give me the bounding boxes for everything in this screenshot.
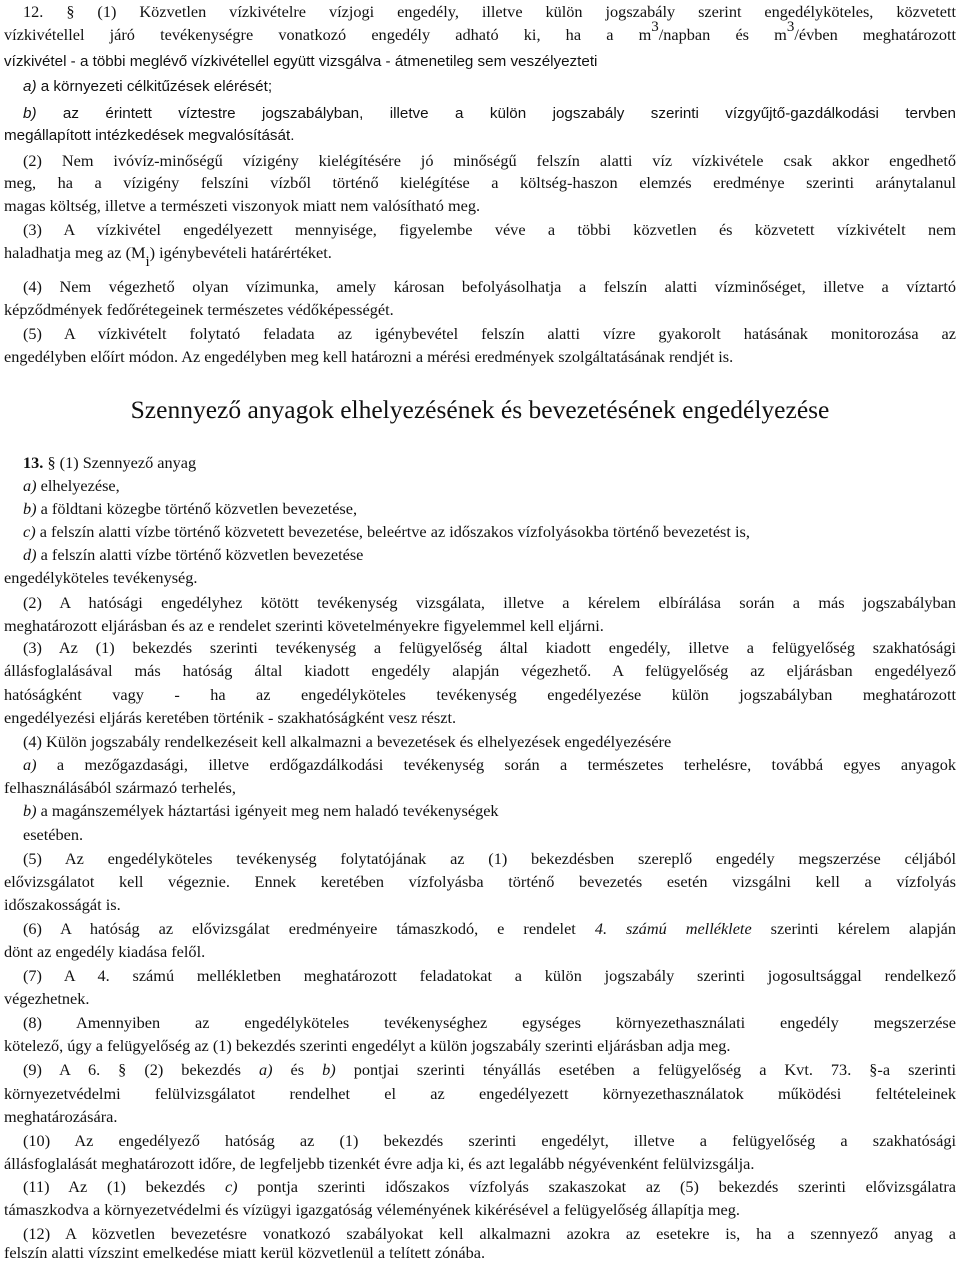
- s13-p4-end: [4, 824, 956, 846]
- paragraph-text: megállapított intézkedések megvalósítását.: [4, 127, 295, 144]
- item-label: a): [23, 476, 37, 495]
- paragraph-text: (3) A vízkivétel engedélyezett mennyisége, figyelembe véve a többi közvetlen és közvetett vízkivételt nem: [23, 220, 956, 239]
- s13-item-d: [4, 544, 956, 566]
- item-label: b): [23, 801, 37, 820]
- s13-p5-line-2: [4, 871, 956, 893]
- subscript: i: [145, 254, 150, 270]
- paragraph-text: felhasználásából származó terhelés,: [4, 778, 236, 797]
- paragraph-text: meghatározott eljárásban és az e rendelet szerinti követelményekre figyelemmel kell eljárni.: [4, 616, 604, 635]
- paragraph-text: támaszkodva a környezetvédelmi és vízügyi igazgatóság véleményének kikérésével a felügyelőség állapítja meg.: [4, 1200, 740, 1219]
- s13-p9-line-3: [4, 1106, 956, 1128]
- s13-p7-line-1: [4, 965, 956, 987]
- s13-p5-line-1: [4, 848, 956, 870]
- paragraph-text: (8) Amennyiben az engedélyköteles tevékenységhez egységes környezethasználati engedély megszerzése: [23, 1013, 956, 1032]
- item-label: c): [23, 522, 36, 541]
- paragraph-text: kötelező, úgy a felügyelőség az (1) bekezdés szerinti engedélyt a külön jogszabály szerinti eljárásban adja meg.: [4, 1036, 731, 1055]
- paragraph-text: (12) A közvetlen bevezetésre vonatkozó szabályokat kell alkalmazni azokra az esetekre is, ha a szennyező anyag a: [23, 1224, 956, 1243]
- s13-item-a: [4, 475, 956, 497]
- item-label: a): [23, 78, 37, 95]
- section-heading: Szennyező anyagok elhelyezésének és bevezetésének engedélyezése: [130, 395, 830, 424]
- paragraph-text: meg, ha a vízigény felszíni vízből történő kielégítése a költség-haszon elemzés eredménye szerinti aránytalanul: [4, 173, 956, 192]
- s13-p4-item-a-cont: [4, 777, 956, 799]
- paragraph-text: engedélyköteles tevékenység.: [4, 568, 198, 587]
- paragraph-text: állásfoglalását meghatározott időre, de legfeljebb tizenkét évre adja ki, és azt legalább négyévenként felülvizsgálja.: [4, 1154, 755, 1173]
- section-number: 12.: [23, 2, 44, 21]
- section-sign: §: [47, 453, 56, 472]
- paragraph-text: felszín alatti vízszint emelkedése miatt kerül közvetlenül a telített zónába.: [4, 1243, 486, 1262]
- paragraph-text: (3) Az (1) bekezdés szerinti tevékenység a felügyelőség által kiadott engedély, illetve a felügyelőség szakhatósági: [23, 638, 956, 657]
- paragraph-text: (6) A hatóság az elővizsgálat eredményeire támaszkodó, e rendelet: [23, 919, 595, 938]
- paragraph-text: a földtani közegbe történő közvetlen bevezetése,: [36, 499, 358, 518]
- s13-p6-line-1: [4, 918, 956, 940]
- s13-p11-line-2: [4, 1199, 956, 1221]
- s13-p4-item-a: [4, 754, 956, 776]
- paragraph-text: (5) A vízkivételt folytató feladata az igénybevétel felszín alatti vízre gyakorolt hatásának monitorozása az: [23, 324, 956, 343]
- s13-p1-end: [4, 567, 956, 589]
- paragraph-text: magas költség, illetve a természeti viszonyok miatt nem valósítható meg.: [4, 196, 481, 215]
- s13-line-1: [4, 452, 956, 474]
- s13-p6-line-2: [4, 941, 956, 963]
- s12-p5-line-1: [4, 323, 956, 345]
- s12-line-2: [4, 19, 957, 46]
- s13-p12-line-2: [4, 1242, 956, 1264]
- paragraph-text: pontja szerinti időszakos vízfolyás szakaszokat az (5) bekezdés szerinti elővizsgálatra: [237, 1177, 956, 1196]
- s12-line-6: [4, 125, 956, 147]
- paragraph-text: (2) Nem ivóvíz-minőségű vízigény kielégítésére jó minőségű felszín alatti víz vízkivétele csak akkor engedhető: [23, 151, 956, 170]
- annex-reference: 4. számú melléklete: [594, 919, 752, 938]
- paragraph-text: a környezeti célkitűzések elérését;: [36, 78, 273, 95]
- paragraph-text: szerinti kérelem alapján: [751, 919, 956, 938]
- s12-p5-line-2: [4, 346, 956, 368]
- s12-p3-line-1: [4, 219, 956, 241]
- s13-p5-line-3: [4, 894, 956, 916]
- item-label: a): [23, 755, 37, 774]
- section-sign: §: [66, 2, 75, 21]
- paragraph-text: haladhatja meg az (M: [4, 243, 146, 262]
- s13-item-b: [4, 498, 956, 520]
- paragraph-text: végezhetnek.: [4, 989, 90, 1008]
- s13-p10-line-1: [4, 1130, 956, 1152]
- paragraph-text: pontjai szerinti tényállás esetében a felügyelőség a Kvt. 73. §-a szerinti: [335, 1060, 956, 1079]
- paragraph-text: /napban és m: [658, 25, 787, 44]
- s13-p4-line-1: [4, 731, 956, 753]
- s13-item-c: [4, 521, 956, 543]
- paragraph-text: a magánszemélyek háztartási igényeit meg nem haladó tevékenységek: [36, 801, 499, 820]
- paragraph-text: állásfoglalásával más hatóság által kiadott engedély alapján végezhető. A felügyelőség az eljárásban engedélyező: [4, 661, 956, 680]
- s12-p4-line-2: [4, 299, 956, 321]
- s12-line-4: [4, 76, 956, 98]
- paragraph-text: környezetvédelmi felülvizsgálatot rendelhet el az engedélyezett környezethasználatok működési feltételeinek: [4, 1084, 956, 1103]
- paragraph-text: esetében.: [23, 825, 84, 844]
- s13-p9-line-1: [4, 1059, 956, 1081]
- paragraph-text: (9) A 6. § (2) bekezdés: [23, 1060, 259, 1079]
- paragraph-text: dönt az engedély kiadása felől.: [4, 942, 206, 961]
- paragraph-text: (4) Külön jogszabály rendelkezéseit kell alkalmazni a bevezetések és elhelyezések engedélyezésére: [23, 732, 672, 751]
- s13-p9-line-2: [4, 1083, 956, 1105]
- s12-p4-line-1: [4, 276, 956, 298]
- s13-p3-line-2: [4, 660, 956, 682]
- paragraph-text: /évben meghatározott: [794, 25, 957, 44]
- s13-p10-line-2: [4, 1153, 956, 1175]
- section-number: 13.: [23, 453, 44, 472]
- s12-p2-line-3: [4, 195, 956, 217]
- paragraph-text: vízkivétel - a többi meglévő vízkivétellel együtt vizsgálva - átmenetileg sem veszélyezteti: [4, 53, 598, 70]
- paragraph-text: képződmények fedőrétegeinek természetes védőképességét.: [4, 300, 394, 319]
- paragraph-text: és: [272, 1060, 323, 1079]
- s12-line-5: [4, 103, 956, 125]
- item-label: b): [23, 105, 37, 122]
- paragraph-text: vízkivétellel járó tevékenységre vonatkozó engedély adható ki, ha a m: [4, 25, 652, 44]
- item-label: c): [224, 1177, 238, 1196]
- paragraph-text: ) igénybevételi határértéket.: [149, 243, 332, 262]
- s13-p2-line-1: [4, 592, 956, 614]
- s12-line-3: [4, 51, 956, 73]
- paragraph-text: (1) Szennyező anyag: [55, 453, 197, 472]
- superscript: 3: [786, 19, 795, 35]
- s13-p3-line-4: [4, 707, 956, 729]
- paragraph-text: (2) A hatósági engedélyhez kötött tevékenység vizsgálata, illetve a kérelem elbírálása során a más jogszabályban: [23, 593, 956, 612]
- paragraph-text: (7) A 4. számú mellékletben meghatározott feladatokat a külön jogszabály szerinti jogosultsággal rendelkező: [23, 966, 956, 985]
- item-label: d): [23, 545, 37, 564]
- paragraph-text: (1) Közvetlen vízkivételre vízjogi engedély, illetve külön jogszabály szerint engedélyköteles, közvetett: [97, 2, 956, 21]
- paragraph-text: (10) Az engedélyező hatóság az (1) bekezdés szerinti engedélyt, illetve a felügyelőség a szakhatósági: [23, 1131, 956, 1150]
- paragraph-text: engedélyezési eljárás keretében történik - szakhatóságként vesz részt.: [4, 708, 457, 727]
- item-label: b): [23, 499, 37, 518]
- paragraph-text: elővizsgálatot kell végeznie. Ennek keretében vízfolyásba történő bevezetés esetén vizsgálni kell a vízfolyás: [4, 872, 956, 891]
- s13-p4-item-b: [4, 800, 956, 822]
- paragraph-text: a felszín alatti vízbe történő közvetett bevezetése, beleértve az időszakos vízfolyásokba történő bevezetést is,: [35, 522, 750, 541]
- s13-p2-line-2: [4, 615, 956, 637]
- paragraph-text: időszakosságát is.: [4, 895, 121, 914]
- s12-line-1: [4, 1, 956, 23]
- s13-p8-line-2: [4, 1035, 956, 1057]
- paragraph-text: a mezőgazdasági, illetve erdőgazdálkodási tevékenység során a természetes terhelésre, továbbá egyes anyagok: [36, 755, 956, 774]
- paragraph-text: (4) Nem végezhető olyan vízimunka, amely károsan befolyásolhatja a felszín alatti vízminőséget, illetve a víztartó: [23, 277, 956, 296]
- paragraph-text: (5) Az engedélyköteles tevékenység folytatójának az (1) bekezdésben szereplő engedély megszerzése céljából: [23, 849, 956, 868]
- s12-p3-line-2: [4, 242, 956, 270]
- s13-p7-line-2: [4, 988, 956, 1010]
- paragraph-text: hatóságként vagy - ha az engedélyköteles tevékenység engedélyezése külön jogszabályban meghatározott: [4, 685, 956, 704]
- paragraph-text: elhelyezése,: [36, 476, 120, 495]
- paragraph-text: a felszín alatti vízbe történő közvetlen bevezetése: [36, 545, 364, 564]
- paragraph-text: (11) Az (1) bekezdés: [23, 1177, 225, 1196]
- s12-p2-line-1: [4, 150, 956, 172]
- item-label: a): [258, 1060, 273, 1079]
- paragraph-text: az érintett víztestre jogszabályban, illetve a külön jogszabály szerinti vízgyűjtő-gazdálkodási tervben: [36, 105, 956, 122]
- paragraph-text: meghatározására.: [4, 1107, 118, 1126]
- paragraph-text: engedélyben előírt módon. Az engedélyben meg kell határozni a mérési eredmények szolgáltatásának rendjét is.: [4, 347, 734, 366]
- s13-p11-line-1: [4, 1176, 956, 1198]
- s13-p3-line-3: [4, 684, 956, 706]
- superscript: 3: [651, 19, 659, 35]
- s13-p3-line-1: [4, 637, 956, 659]
- s13-p8-line-1: [4, 1012, 956, 1034]
- s12-p2-line-2: [4, 172, 956, 194]
- item-label: b): [322, 1060, 336, 1079]
